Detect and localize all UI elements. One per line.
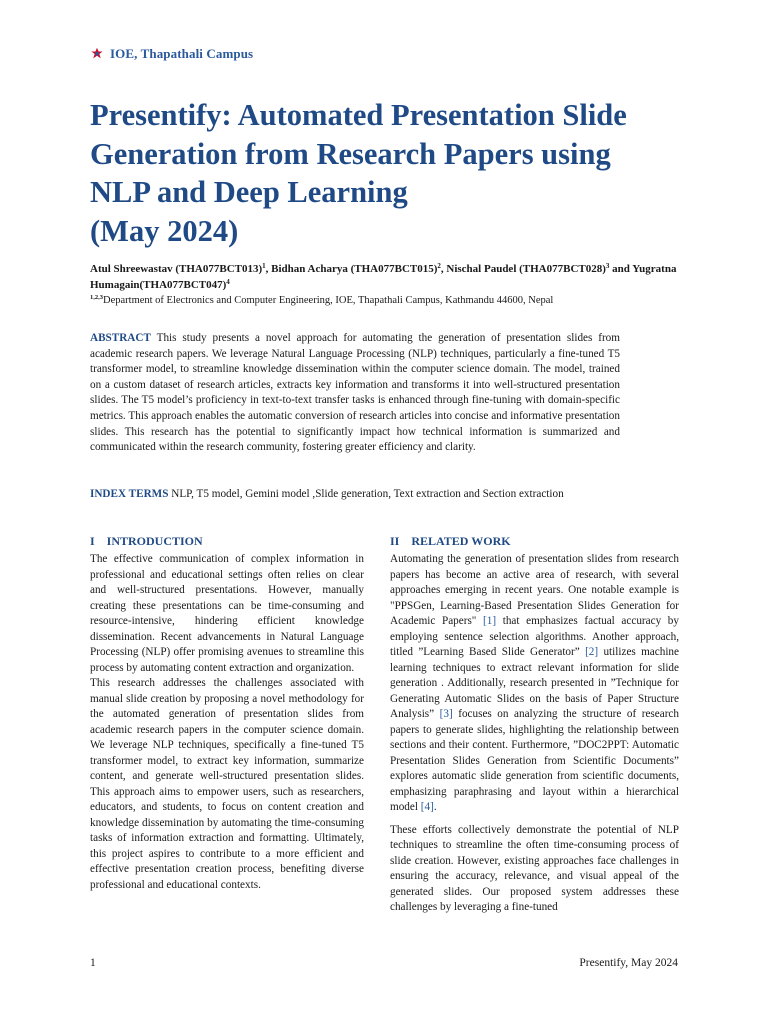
title-line: (May 2024) (90, 213, 239, 248)
author-sup: 2 (437, 262, 441, 270)
citation-link[interactable]: [3] (439, 708, 453, 720)
author-list (90, 262, 680, 293)
affiliation-sup: 1,2,3 (90, 294, 103, 301)
paragraph (390, 552, 679, 816)
section-heading-introduction (90, 533, 364, 549)
affiliation-text: Department of Electronics and Computer Engineering, IOE, Thapathali Campus, Kathmandu 44600, Nepal (103, 295, 554, 306)
running-footer: Presentify, May 2024 (579, 957, 678, 969)
title-line: Generation from Research Papers using (90, 136, 611, 171)
paragraph: The effective communication of complex information in professional and educational settings often relies on clear and well-structured presentations. However, manually creating these presentations can be time-consuming and resource-intensive, hindering efficient knowledge dissemination. Recent advancements in Natural Language Processing (NLP) offer promising avenues to streamline this process by automating content extraction and organization. (90, 553, 364, 674)
author-name: Atul Shreewastav (THA077BCT013) (90, 263, 263, 275)
author-sep: , (440, 263, 447, 275)
author-sep: and (609, 263, 633, 275)
section-number: II (390, 534, 400, 548)
text-run: focuses on analyzing the structure of research papers to generate slides, highlighting the relationship between sections and their content. Furthermore, ”DOC2PPT: Automatic Presentation Slides Generation from Scientific Documents” explores automatic slide generation from scientific documents, emphasizing paraphrasing and layout within a hierarchical model (390, 708, 679, 813)
right-column (390, 533, 679, 916)
text-run: utilizes machine learning techniques to extract relevant information for slide generation . Additionally, research presented in ”Technique for Generating Automatic Slides on the basis of Paper Structure Analysis” (390, 646, 679, 720)
author-sep: , (265, 263, 272, 275)
text-run: that emphasizes factual accuracy by employing sentence selection algorithms. Another approach, titled ”Learning Based Slide Generator” (390, 615, 679, 658)
title-line: NLP and Deep Learning (90, 175, 408, 209)
author-name: Yugratna Humagain(THA077BCT047) (90, 263, 677, 291)
abstract (90, 331, 620, 456)
author-sup: 3 (605, 262, 610, 270)
index-terms (90, 487, 650, 502)
text-run: Automating the generation of presentation slides from research papers has become an active area of research, with several approaches emerging in recent years. One notable example is "PPSGen, Learning-Based Presentation Slides Generation for Academic Papers" (390, 553, 679, 627)
abstract-text: This study presents a novel approach for automating the generation of presentation slides from academic research papers. We leverage Natural Language Processing (NLP) techniques, particularly a fine-tuned T5 transformer model, to streamline knowledge dissemination within the computer science domain. The model, trained on a custom dataset of research articles, extracts key information and transforms it into well-structured presentation slides. The T5 model’s proficiency in text-to-text transfer tasks is enhanced through fine-tuning with domain-specific metrics. This approach enables the automatic conversion of research articles into concise and informative presentation slides. This research has the potential to significantly impact how technical information is summarized and communicated within the research community, fostering greater efficiency and clarity. (90, 332, 620, 454)
citation-link[interactable]: [4] (420, 801, 434, 813)
author-name: Bidhan Acharya (THA077BCT015) (271, 263, 438, 275)
section-title: RELATED WORK (411, 534, 511, 548)
text-run: . (433, 801, 437, 813)
section-title: INTRODUCTION (106, 534, 203, 548)
left-column (90, 533, 364, 893)
index-terms-label: INDEX TERMS (90, 488, 169, 500)
paragraph: These efforts collectively demonstrate the potential of NLP techniques to streamline the often time-consuming process of slide creation. However, existing approaches face challenges in ensuring the accuracy, relevance, and visual appeal of the generated slides. Our proposed system addresses these challenges by leveraging a fine-tuned (390, 823, 679, 913)
campus-name: IOE, Thapathali Campus (110, 46, 254, 61)
section-number: I (90, 534, 95, 548)
title-line: Presentify: Automated Presentation Slide (90, 98, 627, 132)
running-header (90, 46, 253, 62)
campus-logo-icon (90, 47, 104, 61)
citation-link[interactable]: [1] (483, 615, 497, 627)
paragraph: This research addresses the challenges associated with manual slide creation by proposing a novel methodology for the automated generation of presentation slides from academic research papers in the computer science domain. We leverage NLP techniques, specifically a fine-tuned T5 transformer model, to extract key information, summarize content, and generate well-structured presentation slides. This approach aims to empower users, such as researchers, educators, and students, to focus on content creation and knowledge dissemination by automating the time-consuming tasks of information extraction and formatting. Ultimately, this project aspires to contribute to a more efficient and effective presentation creation process, benefiting diverse professional and educational contexts. (90, 677, 364, 891)
author-sup: 1 (262, 262, 266, 270)
affiliation (90, 294, 690, 308)
author-sup: 4 (226, 277, 230, 286)
abstract-label: ABSTRACT (90, 332, 151, 344)
section-heading-related-work (390, 533, 679, 549)
citation-link[interactable]: [2] (585, 646, 599, 658)
page-number: 1 (90, 957, 96, 969)
paper-title (90, 96, 690, 250)
index-terms-text: NLP, T5 model, Gemini model ,Slide generation, Text extraction and Section extraction (171, 488, 564, 500)
author-name: Nischal Paudel (THA077BCT028) (446, 263, 606, 275)
